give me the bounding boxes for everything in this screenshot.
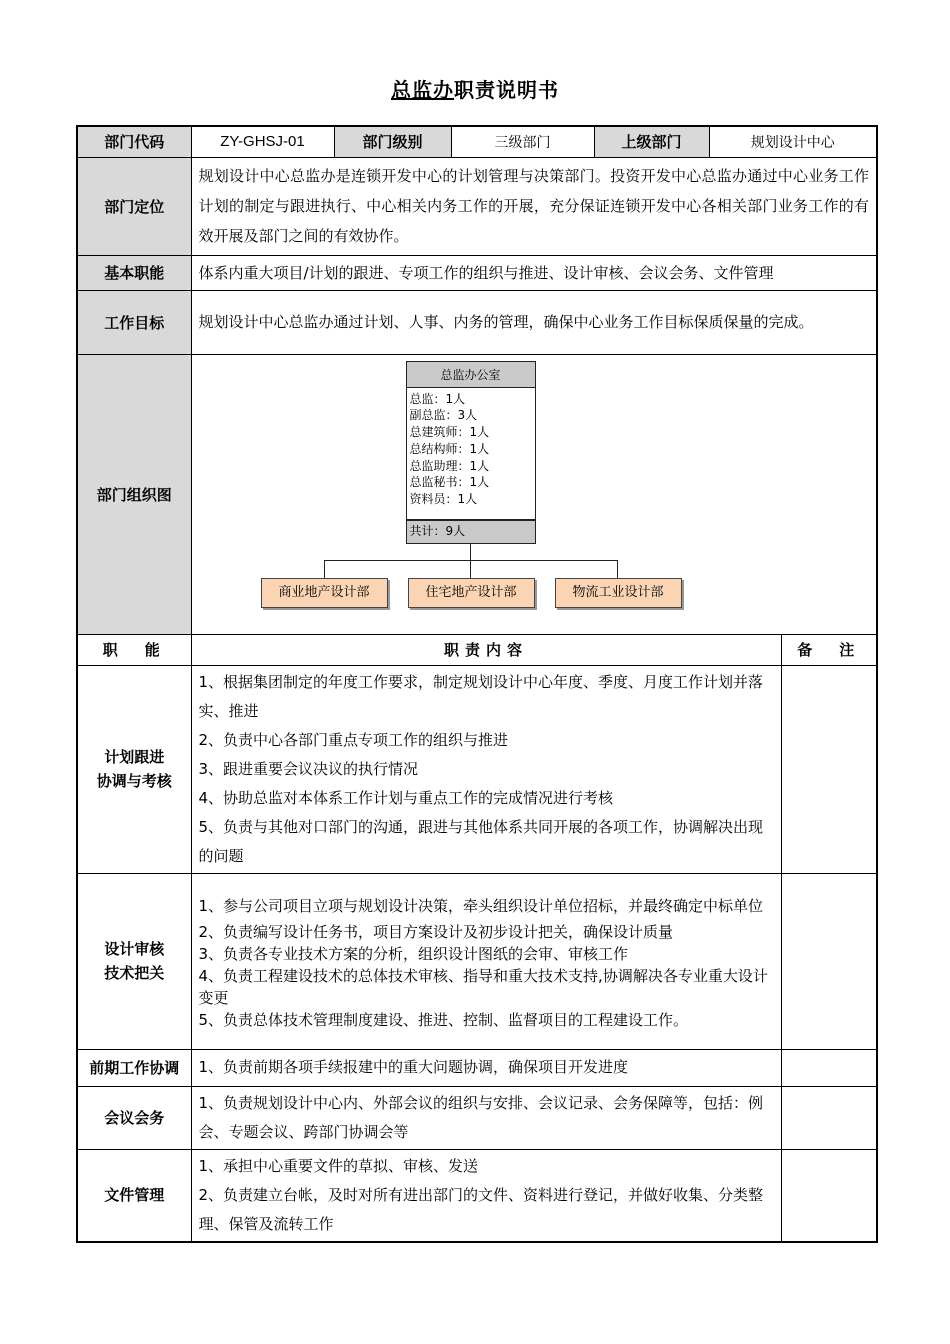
note-cell — [781, 665, 877, 873]
note-cell — [781, 873, 877, 1049]
duty-item: 1、承担中心重要文件的草拟、审核、发送 — [198, 1156, 479, 1175]
staff-line: 资料员：1人 — [409, 492, 478, 507]
work-goal-label: 工作目标 — [77, 290, 191, 354]
page-title — [0, 74, 950, 103]
duty-content — [191, 1149, 781, 1242]
basic-function-label: 基本职能 — [77, 255, 191, 290]
staff-line: 总监助理：1人 — [409, 458, 490, 473]
function-cell — [77, 873, 191, 1049]
note-cell — [781, 1086, 877, 1149]
staff-line: 总监秘书：1人 — [409, 475, 490, 490]
title-underlined: 总监办 — [391, 78, 454, 102]
staff-line: 总结构师：1人 — [409, 441, 490, 456]
staff-line: 总建筑师：1人 — [409, 425, 490, 440]
duty-row-meeting — [77, 1086, 877, 1149]
duty-item: 2、负责编写设计任务书，项目方案设计及初步设计把关，确保设计质量 — [198, 923, 674, 941]
col-note-header: 备 注 — [781, 634, 877, 665]
parent-dept-label: 上级部门 — [594, 126, 709, 157]
duty-item: 2、负责中心各部门重点专项工作的组织与推进 — [198, 730, 509, 749]
duty-row-design — [77, 873, 877, 1049]
duty-item: 3、负责各专业技术方案的分析，组织设计图纸的会审、审核工作 — [198, 945, 629, 963]
function-line: 设计审核 — [104, 940, 165, 958]
connector-right — [617, 560, 619, 578]
function-line: 计划跟进 — [104, 748, 165, 766]
duty-item: 1、负责规划设计中心内、外部会议的组织与安排、会议记录、会务保障等，包括：例会、专题会议、跨部门协调会等 — [198, 1093, 764, 1141]
function-cell — [77, 665, 191, 873]
col-content-header: 职责内容 — [191, 634, 781, 665]
duty-item: 5、负责总体技术管理制度建设、推进、控制、监督项目的工程建设工作。 — [198, 1011, 689, 1029]
dept-code-value: ZY-GHSJ-01 — [191, 126, 334, 157]
work-goal-row — [77, 290, 877, 354]
responsibility-table — [76, 125, 878, 1243]
duty-content — [191, 665, 781, 873]
function-cell — [77, 1149, 191, 1242]
header-row — [77, 126, 877, 157]
sub-dept-residential: 住宅地产设计部 — [408, 578, 535, 608]
duty-row-early — [77, 1049, 877, 1086]
duty-item: 4、负责工程建设技术的总体技术审核、指导和重大技术支持,协调解决各专业重大设计变更 — [198, 967, 768, 1007]
basic-function-text: 体系内重大项目/计划的跟进、专项工作的组织与推进、设计审核、会议会务、文件管理 — [191, 255, 877, 290]
work-goal-text: 规划设计中心总监办通过计划、人事、内务的管理，确保中心业务工作目标保质保量的完成。 — [191, 290, 877, 354]
duty-content — [191, 1086, 781, 1149]
basic-function-row — [77, 255, 877, 290]
duty-content — [191, 873, 781, 1049]
duty-item: 2、负责建立台帐，及时对所有进出部门的文件、资料进行登记，并做好收集、分类整理、保管及流转工作 — [198, 1185, 764, 1233]
sub-dept-logistics: 物流工业设计部 — [555, 578, 682, 608]
duty-item: 1、参与公司项目立项与规划设计决策，牵头组织设计单位招标，并最终确定中标单位 — [198, 897, 764, 915]
office-staff-box — [406, 388, 536, 520]
col-function-header: 职 能 — [77, 634, 191, 665]
dept-code-label: 部门代码 — [77, 126, 191, 157]
function-line: 技术把关 — [104, 964, 165, 982]
connector-middle — [470, 560, 472, 578]
org-chart-label: 部门组织图 — [77, 354, 191, 634]
duty-row-file — [77, 1149, 877, 1242]
function-line: 会议会务 — [104, 1108, 165, 1127]
duty-item: 5、负责与其他对口部门的沟通，跟进与其他体系共同开展的各项工作，协调解决出现的问题 — [198, 817, 764, 865]
positioning-row — [77, 157, 877, 255]
org-chart — [192, 355, 877, 633]
function-line: 文件管理 — [104, 1186, 165, 1204]
function-line: 协调与考核 — [96, 772, 172, 790]
dept-level-label: 部门级别 — [334, 126, 451, 157]
note-cell — [781, 1149, 877, 1242]
org-chart-row — [77, 354, 877, 634]
duty-header-row — [77, 634, 877, 665]
connector-left — [324, 560, 326, 578]
staff-line: 副总监：3人 — [409, 408, 478, 423]
function-line: 前期工作协调 — [89, 1058, 180, 1077]
staff-line: 总监：1人 — [409, 391, 466, 406]
org-chart-cell — [191, 354, 877, 634]
dept-level-value: 三级部门 — [451, 126, 594, 157]
sub-dept-commercial: 商业地产设计部 — [261, 578, 388, 608]
function-cell — [77, 1086, 191, 1149]
office-total-box: 共计：9人 — [406, 520, 536, 544]
connector-vertical — [470, 544, 472, 560]
function-cell — [77, 1049, 191, 1086]
duty-item: 1、负责前期各项手续报建中的重大问题协调，确保项目开发进度 — [198, 1058, 629, 1076]
positioning-label: 部门定位 — [77, 157, 191, 255]
duty-item: 3、跟进重要会议决议的执行情况 — [198, 759, 419, 778]
duty-row-plan — [77, 665, 877, 873]
duty-content — [191, 1049, 781, 1086]
parent-dept-value: 规划设计中心 — [709, 126, 877, 157]
office-title-box: 总监办公室 — [406, 361, 536, 388]
positioning-text: 规划设计中心总监办是连锁开发中心的计划管理与决策部门。投资开发中心总监办通过中心业务工作计划的制定与跟进执行、中心相关内务工作的开展，充分保证连锁开发中心各相关部门业务工作的有效开展及部门之间的有效协作。 — [191, 157, 877, 255]
duty-item: 4、协助总监对本体系工作计划与重点工作的完成情况进行考核 — [198, 788, 614, 807]
title-rest: 职责说明书 — [454, 78, 559, 102]
note-cell — [781, 1049, 877, 1086]
duty-item: 1、根据集团制定的年度工作要求，制定规划设计中心年度、季度、月度工作计划并落实、推进 — [198, 672, 764, 720]
